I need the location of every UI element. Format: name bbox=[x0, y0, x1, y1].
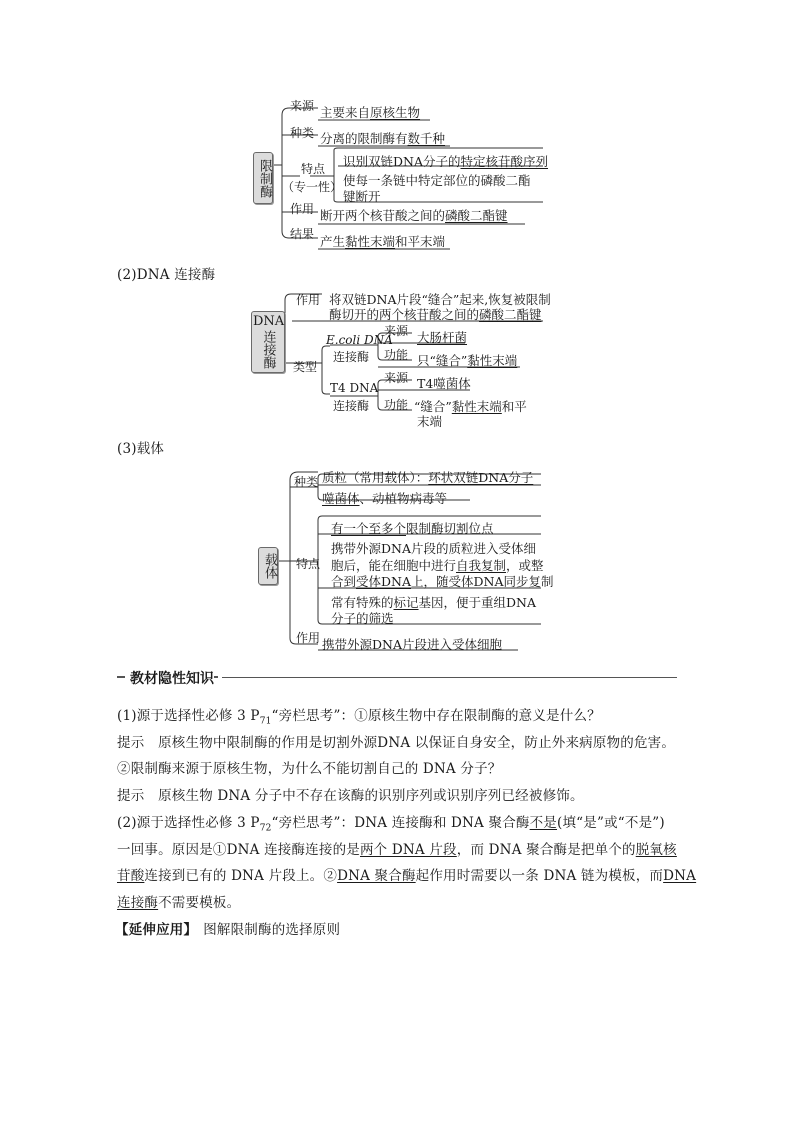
vector-root-label: 载体 bbox=[262, 553, 277, 579]
ligase-t4-name: T4 DNA bbox=[330, 381, 379, 395]
question-2-line3-b: 起作用时需要以一条 DNA 链为模板，而 bbox=[415, 868, 664, 884]
question-1-page: 71 bbox=[259, 716, 272, 727]
vector-kind-label: 种类 bbox=[294, 475, 319, 489]
question-2-end: (填“是”或“不是”) bbox=[557, 815, 665, 831]
ligase-type-label: 类型 bbox=[293, 360, 318, 374]
ligase-ecoli-source-label: 来源 bbox=[384, 324, 409, 338]
ligase-ecoli-func-text: 只“缝合” bbox=[417, 353, 468, 368]
ligase-ecoli-sub: 连接酶 bbox=[333, 350, 370, 364]
restriction-source-answer: 原核生物 bbox=[370, 105, 421, 120]
question-2-line4 bbox=[117, 891, 240, 911]
ligase-action-line2-text: 酶切开的两个核苷酸之间的 bbox=[329, 307, 480, 322]
vector-kind-2 bbox=[322, 489, 447, 507]
question-2-line3-answer: 苷酸 bbox=[117, 868, 145, 884]
vector-feature-3-line2: 分子的筛选 bbox=[331, 611, 394, 626]
restriction-result-label: 结果 bbox=[290, 227, 315, 241]
vector-feature-label: 特点 bbox=[296, 557, 321, 571]
answer-1b: 提示 原核生物 DNA 分子中不存在该酶的识别序列或识别序列已经被修饰。 bbox=[117, 788, 584, 804]
vector-feature-2-line1: 携带外源DNA片段的质粒进入受体细 bbox=[331, 541, 536, 556]
ligase-root-line2: 连接酶 bbox=[260, 329, 276, 369]
question-2-line4-answer: 连接酶 bbox=[117, 895, 159, 911]
question-2-line4-a: 不需要模板。 bbox=[158, 895, 241, 911]
ligase-ecoli-source-answer: 大肠杆菌 bbox=[417, 330, 468, 345]
question-2-line2-a: 一回事。原因是①DNA 连接酶连接的是 bbox=[117, 842, 360, 858]
restriction-action-answer: 磷酸二酯键 bbox=[445, 208, 508, 223]
question-2-page: 72 bbox=[259, 823, 272, 834]
question-2-line3-a: 连接到已有的 DNA 片段上。② bbox=[144, 868, 338, 884]
restriction-kind-text: 分离的限制酶有 bbox=[320, 131, 408, 146]
question-2-line3-answer-2: DNA 聚合酶 bbox=[337, 868, 416, 884]
ligase-ecoli-source bbox=[417, 328, 467, 346]
restriction-root-box bbox=[253, 152, 273, 204]
ligase-t4-func-line2: 末端 bbox=[417, 414, 443, 429]
restriction-kind-answer: 数千种 bbox=[407, 131, 446, 146]
ligase-t4-source: T4噬菌体 bbox=[417, 376, 471, 391]
restriction-result-answer: 黏性末端 bbox=[345, 234, 396, 249]
question-1 bbox=[117, 704, 601, 727]
restriction-feature-1-answer: 特定核苷酸序列 bbox=[460, 154, 549, 169]
extend-tag: 【延伸应用】 bbox=[115, 922, 198, 938]
restriction-result-text-1: 产生 bbox=[320, 234, 346, 249]
ligase-action-line1: 将双链DNA片段“缝合”起来,恢复被限制 bbox=[329, 292, 551, 307]
vector-feature-3-answer: 标记 bbox=[393, 595, 419, 610]
question-2-line2-b: ，而 DNA 聚合酶是把单个的 bbox=[456, 842, 636, 858]
restriction-feature-sub: （专一性） bbox=[282, 180, 343, 194]
vector-root-box bbox=[258, 547, 278, 585]
vector-feature-1 bbox=[331, 519, 494, 537]
ligase-root-line1: DNA bbox=[253, 314, 285, 329]
restriction-action bbox=[320, 206, 508, 224]
restriction-action-text: 断开两个核苷酸之间的 bbox=[320, 208, 446, 223]
extend-application bbox=[115, 918, 340, 938]
restriction-source-text: 主要来自 bbox=[320, 105, 371, 120]
ligase-ecoli-name: E.coli DNA bbox=[326, 333, 393, 347]
question-1b: ②限制酶来源于原核生物，为什么不能切割自己的 DNA 分子？ bbox=[117, 761, 502, 777]
hidden-knowledge-title: 教材隐性知识 bbox=[130, 671, 214, 687]
restriction-feature-2-line2: 键断开 bbox=[343, 189, 381, 204]
ligase-t4-func-label: 功能 bbox=[384, 398, 409, 412]
vector-feature-2-line3-text: 合到 bbox=[331, 574, 357, 589]
vector-action-label: 作用 bbox=[296, 631, 321, 645]
vector-kind-2-answer: 噬菌体 bbox=[322, 491, 360, 506]
restriction-action-label: 作用 bbox=[290, 202, 315, 216]
restriction-result-text-2: 和平末端 bbox=[395, 234, 446, 249]
vector-feature-2-line3 bbox=[331, 572, 554, 590]
vector-feature-2-line2-text: 胞后，能在细胞中进行 bbox=[331, 558, 457, 573]
restriction-feature-1 bbox=[343, 152, 548, 170]
question-1-prefix: (1)源于选择性必修 3 P bbox=[117, 708, 260, 724]
header-rule-right bbox=[222, 677, 677, 678]
restriction-feature-2-line1: 使每一条链中特定部位的磷酸二酯 bbox=[343, 173, 531, 188]
restriction-source-label: 来源 bbox=[290, 99, 315, 113]
restriction-feature-1-text: 识别双链DNA分子的 bbox=[343, 154, 461, 169]
restriction-root-label: 限制酶 bbox=[257, 158, 272, 198]
ligase-t4-func-text1: “缝合” bbox=[414, 399, 452, 414]
ligase-action-line2 bbox=[329, 305, 542, 323]
vector-kind-1-answer: 环状双链DNA分子 bbox=[428, 470, 534, 485]
vector-feature-2-line3-end: 上，随受体DNA同步复制 bbox=[411, 574, 554, 589]
vector-feature-2-line2-end: ，或整 bbox=[506, 558, 544, 573]
vector-kind-2-text: 、动植物病毒等 bbox=[359, 491, 448, 506]
section-2-title: (2)DNA 连接酶 bbox=[117, 267, 216, 283]
restriction-kind-label: 种类 bbox=[290, 126, 315, 140]
question-2-line2 bbox=[117, 838, 677, 858]
question-2-line2-answer: 两个 DNA 片段 bbox=[359, 842, 457, 858]
ligase-t4-sub: 连接酶 bbox=[333, 399, 370, 413]
ligase-ecoli-func bbox=[417, 351, 517, 369]
vector-feature-2-answer-2: 受体DNA bbox=[356, 574, 412, 589]
vector-kind-1 bbox=[322, 468, 533, 486]
vector-action: 携带外源DNA片段进入受体细胞 bbox=[322, 637, 502, 652]
question-2-mid: “旁栏思考”：DNA 连接酶和 DNA 聚合酶 bbox=[271, 815, 530, 831]
restriction-result bbox=[320, 232, 445, 250]
question-2-line1 bbox=[117, 811, 665, 834]
restriction-feature-label: 特点 bbox=[301, 162, 326, 176]
section-3-title: (3)载体 bbox=[117, 441, 165, 457]
extend-text: 图解限制酶的选择原则 bbox=[203, 922, 341, 938]
ligase-t4-func-text2: 和平 bbox=[501, 399, 527, 414]
restriction-kind bbox=[320, 129, 445, 147]
header-rule-left bbox=[117, 676, 125, 678]
question-2-answer: 不是 bbox=[529, 815, 558, 831]
question-2-line3 bbox=[117, 864, 696, 884]
question-2-line2-answer-2: 脱氧核 bbox=[635, 842, 677, 858]
ligase-t4-func-answer: 黏性末端 bbox=[451, 399, 502, 414]
question-2-prefix: (2)源于选择性必修 3 P bbox=[117, 815, 260, 831]
header-rule-mid bbox=[214, 676, 218, 678]
ligase-root-box bbox=[251, 311, 285, 373]
vector-feature-3-text: 常有特殊的 bbox=[331, 595, 394, 610]
ligase-ecoli-func-answer: 黏性末端 bbox=[467, 353, 518, 368]
ligase-t4-source-label: 来源 bbox=[384, 371, 409, 385]
vector-kind-1-text: 质粒（常用载体）： bbox=[322, 470, 429, 485]
vector-feature-3-end: 基因，便于重组DNA bbox=[418, 595, 537, 610]
ligase-action-label: 作用 bbox=[296, 293, 321, 307]
answer-1: 提示 原核生物中限制酶的作用是切割外源DNA 以保证自身安全，防止外来病原物的危害。 bbox=[117, 735, 676, 751]
restriction-source bbox=[320, 103, 420, 121]
question-1-rest: “旁栏思考”：①原核生物中存在限制酶的意义是什么？ bbox=[271, 708, 601, 724]
vector-feature-1-answer: 有一个至多个 bbox=[331, 521, 407, 536]
vector-feature-2-answer: 自我复制 bbox=[456, 558, 507, 573]
ligase-ecoli-func-label: 功能 bbox=[384, 348, 409, 362]
vector-feature-1-text: 限制酶切割位点 bbox=[406, 521, 494, 536]
question-2-line3-answer-3: DNA bbox=[663, 868, 697, 884]
ligase-action-answer: 磷酸二酯键 bbox=[479, 307, 542, 322]
